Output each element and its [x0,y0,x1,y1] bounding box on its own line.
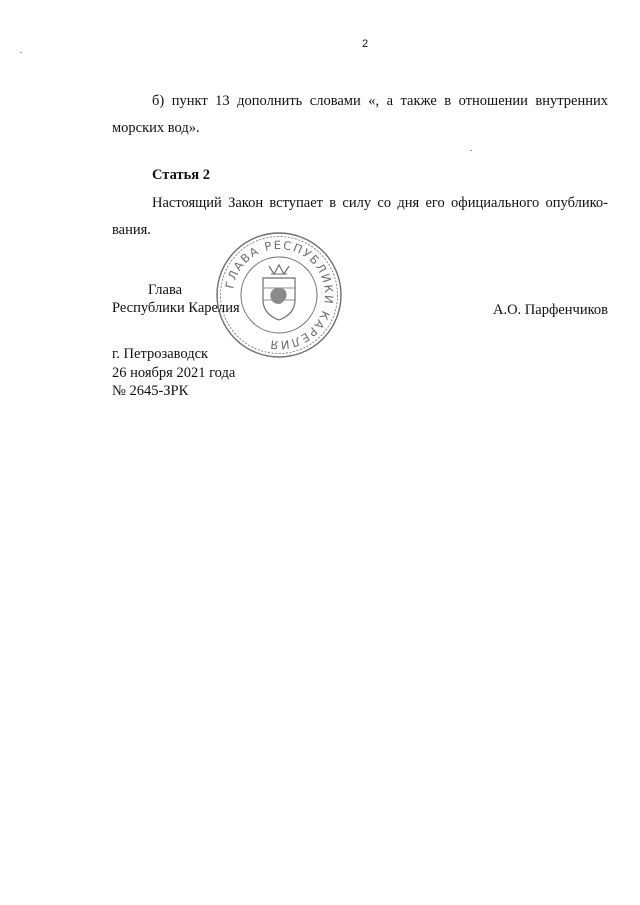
seal-text: ГЛАВА РЕСПУБЛИКИ КАРЕЛИЯ [222,237,337,353]
signatory-name: А.О. Парфенчиков [492,302,608,318]
signing-place: г. Петрозаводск [112,346,209,362]
signature-role-line-1: Глава [148,282,183,298]
signature-role-line-2: Республики Карелия [112,300,240,316]
scan-speck [470,150,472,151]
page-number: 2 [361,38,369,50]
signing-date: 26 ноября 2021 года [112,365,236,381]
law-number: № 2645-ЗРК [112,383,189,399]
official-seal [214,230,344,360]
paragraph-amendment: б) пункт 13 дополнить словами «, а также в отношении внутренних морских вод». [112,93,608,136]
scan-speck [20,52,22,53]
coat-of-arms-icon [263,265,295,320]
article-title: Статья 2 [152,167,210,183]
paragraph-entry-into-force: Настоящий Закон вступает в силу со дня его официального опублико-вания. [112,195,608,238]
